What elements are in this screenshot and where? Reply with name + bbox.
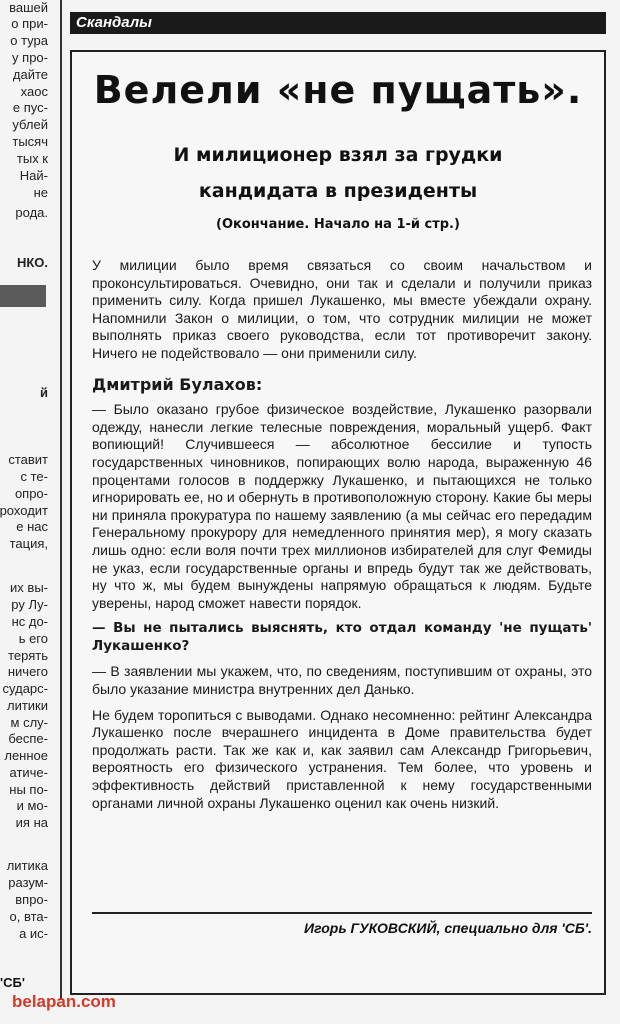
paragraph-1: У милиции было время связаться со своим начальством и проконсультироваться. Очевидно, они так и сделали и получили приказ применить силу. Когда пришел Лукашенко, мы вместе убеждали охрану. Напомнили Закон о милиции, о том, что сотрудник милиции не может выполнять приказ своего руководства, если тот противоречит закону. Ничего не подействовало — они применили силу. [92, 257, 592, 361]
article-box [70, 50, 606, 995]
left-column-fragment: литики [6, 698, 48, 713]
left-column-fragment: ленное [4, 748, 48, 763]
left-column-fragment: тых к [16, 151, 48, 166]
left-column-fragment: о тура [10, 33, 48, 48]
left-column-fragment: вашей [9, 0, 48, 15]
left-column-bottom-text: 'СБ' [0, 975, 25, 990]
left-column-fragments [0, 0, 52, 1024]
left-column-fragment: ублей [12, 117, 48, 132]
left-column-fragment: их вы- [10, 580, 48, 595]
subheadline-line-1: И милиционер взял за грудки [173, 144, 503, 166]
author-signature: Игорь ГУКОВСКИЙ, специально для 'СБ'. [304, 920, 592, 936]
left-column-fragment: атиче- [9, 765, 48, 780]
article-subheadline [72, 137, 604, 209]
column-divider [60, 0, 62, 1000]
left-column-fragment: хаос [20, 84, 48, 99]
left-column-fragment: а ис- [19, 926, 48, 941]
left-column-fragment: е нас [16, 519, 48, 534]
left-column-fragment: и мо- [16, 798, 48, 813]
left-column-fragment: сударс- [2, 681, 48, 696]
left-column-fragment: ру Лу- [11, 597, 48, 612]
left-column-fragment: о при- [11, 16, 48, 31]
left-column-fragment: о, вта- [9, 909, 48, 924]
article-headline: Велели «не пущать». [93, 68, 583, 112]
continuation-note: (Окончание. Начало на 1-й стр.) [216, 217, 460, 232]
left-column-fragment: у про- [12, 50, 48, 65]
speaker-heading: Дмитрий Булахов: [92, 374, 263, 394]
left-column-fragment: тация, [9, 536, 48, 551]
left-column-fragment: разум- [8, 875, 48, 890]
left-column-fragment: м слу- [10, 715, 48, 730]
left-column-fragment: тысяч [12, 134, 48, 149]
left-column-fragment: ставит [8, 452, 48, 467]
left-column-fragment: нс до- [11, 614, 48, 629]
paragraph-3: — В заявлении мы укажем, что, по сведениям, поступившим от охраны, это было указание министра внутренних дел Данько. [92, 663, 592, 698]
paragraph-4: Не будем торопиться с выводами. Однако несомненно: рейтинг Александра Лукашенко после вчерашнего инцидента в Доме правительства будет продолжать расти. Так же как и, как заявил сам Александр Григорьевич, вероятность его физического устранения. Тем более, что уровень и эффективность действий приставленной к нему государственными органами личной охраны Лукашенко оценил как очень низкий. [92, 706, 592, 811]
left-column-fragment: не [33, 185, 48, 200]
paragraph-2: — Было оказано грубое физическое воздействие, Лукашенко разорвали одежду, нанесли легкие телесные повреждения, моральный ущерб. Факт вопиющий! Случившееся — абсолютное бессилие и тупость государственных чиновников, попирающих волю народа, выраженную 46 процентами голосов в поддержку Лукашенко, и пытающихся не только игнорировать ее, но и обернуть в противоположную сторону. Какие бы меры ни приняла прокуратура по нашему заявлению (а мы сейчас его передадим Генеральному прокурору для немедленного принятия мер), я могу сказать лишь одно: если воля почти трех миллионов избирателей для слуг Фемиды не указ, если государственные органы и впредь будут так же действовать, ну что ж, мы будем вынуждены напрямую обращаться к людям. Будьте уверены, народ сможет навести порядок. [92, 401, 592, 611]
left-column-fragment: впро- [15, 892, 48, 907]
left-column-fragment: роходит [0, 503, 48, 518]
left-column-fragment: рода. [15, 205, 48, 220]
section-rubric: Скандалы [70, 12, 606, 34]
left-column-fragment: терять [8, 648, 48, 663]
left-column-fragment: ия на [15, 815, 48, 830]
left-column-fragment: й [40, 385, 48, 400]
left-column-fragment: Най- [19, 168, 48, 183]
left-column-fragment: ничего [7, 664, 48, 679]
interview-question: — Вы не пытались выяснять, кто отдал команду 'не пущать' Лукашенко? [92, 620, 592, 654]
left-column-fragment: литика [6, 858, 48, 873]
left-column-dark-bar [0, 285, 46, 307]
left-column-fragment: беспе- [8, 731, 48, 746]
watermark: belapan.com [12, 992, 116, 1011]
subheadline-line-2: кандидата в президенты [198, 180, 478, 202]
left-column-fragment: ны по- [9, 782, 48, 797]
left-column-fragment: НКО. [16, 255, 48, 270]
left-column-fragment: с те- [20, 469, 48, 484]
signature-rule [92, 912, 592, 914]
left-column-fragment: дайте [12, 67, 48, 82]
left-column-fragment: е пус- [12, 100, 48, 115]
left-column-fragment: ь его [18, 631, 48, 646]
article-body [92, 257, 592, 820]
left-column-fragment: опро- [14, 486, 48, 501]
